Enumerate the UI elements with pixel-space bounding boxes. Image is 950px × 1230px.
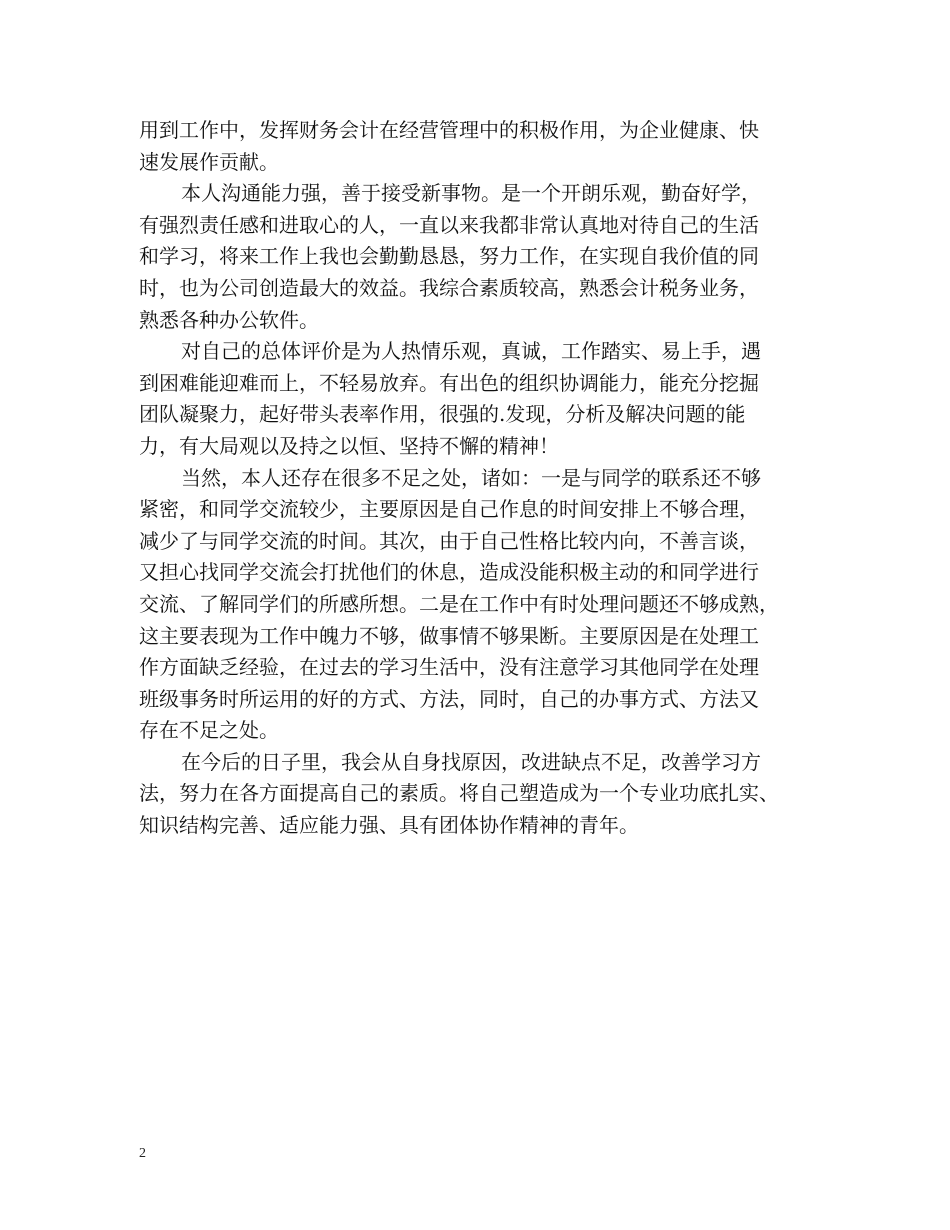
body-text xyxy=(139,115,829,842)
text-line: 知识结构完善、适应能力强、具有团体协作精神的青年。 xyxy=(139,813,639,838)
text-line: 用到工作中，发挥财务会计在经营管理中的积极作用，为企业健康、快 xyxy=(139,118,759,142)
text-line: 这主要表现为工作中魄力不够，做事情不够果断。主要原因是在处理工 xyxy=(139,623,759,648)
text-line: 速发展作贡献。 xyxy=(139,149,279,174)
text-line: 熟悉各种办公软件。 xyxy=(139,307,319,332)
text-line: 对自己的总体评价是为人热情乐观，真诚，工作踏实、易上手，遇 xyxy=(181,339,761,364)
text-line: 和学习，将来工作上我也会勤勤恳恳，努力工作，在实现自我价值的同 xyxy=(139,244,759,269)
text-line: 又担心找同学交流会打扰他们的休息，造成没能积极主动的和同学进行 xyxy=(139,560,759,585)
text-line: 作方面缺乏经验，在过去的学习生活中，没有注意学习其他同学在处理 xyxy=(139,655,759,680)
text-line: 紧密，和同学交流较少，主要原因是自己作息的时间安排上不够合理， xyxy=(139,497,759,522)
text-line: 在今后的日子里，我会从自身找原因，改进缺点不足，改善学习方 xyxy=(181,749,761,774)
text-line: 存在不足之处。 xyxy=(139,718,279,743)
text-line: 到困难能迎难而上，不轻易放弃。有出色的组织协调能力，能充分挖掘 xyxy=(139,370,759,395)
text-line: 当然，本人还存在很多不足之处，诸如：一是与同学的联系还不够 xyxy=(181,465,761,490)
text-line: 交流、了解同学们的所感所想。二是在工作中有时处理问题还不够成熟， xyxy=(139,591,779,616)
text-line: 减少了与同学交流的时间。其次，由于自己性格比较内向，不善言谈， xyxy=(139,528,759,553)
text-line: 有强烈责任感和进取心的人，一直以来我都非常认真地对待自己的生活 xyxy=(139,212,759,237)
text-line: 力，有大局观以及持之以恒、坚持不懈的精神！ xyxy=(139,433,559,458)
page-number: 2 xyxy=(139,1146,146,1161)
text-line: 时，也为公司创造最大的效益。我综合素质较高，熟悉会计税务业务， xyxy=(139,275,759,300)
text-line: 团队凝聚力，起好带头表率作用，很强的.发现，分析及解决问题的能 xyxy=(139,402,746,427)
text-line: 班级事务时所运用的好的方式、方法，同时，自己的办事方式、方法又 xyxy=(139,686,759,711)
text-line: 法，努力在各方面提高自己的素质。将自己塑造成为一个专业功底扎实、 xyxy=(139,781,779,806)
text-line: 本人沟通能力强，善于接受新事物。是一个开朗乐观，勤奋好学， xyxy=(181,181,761,206)
